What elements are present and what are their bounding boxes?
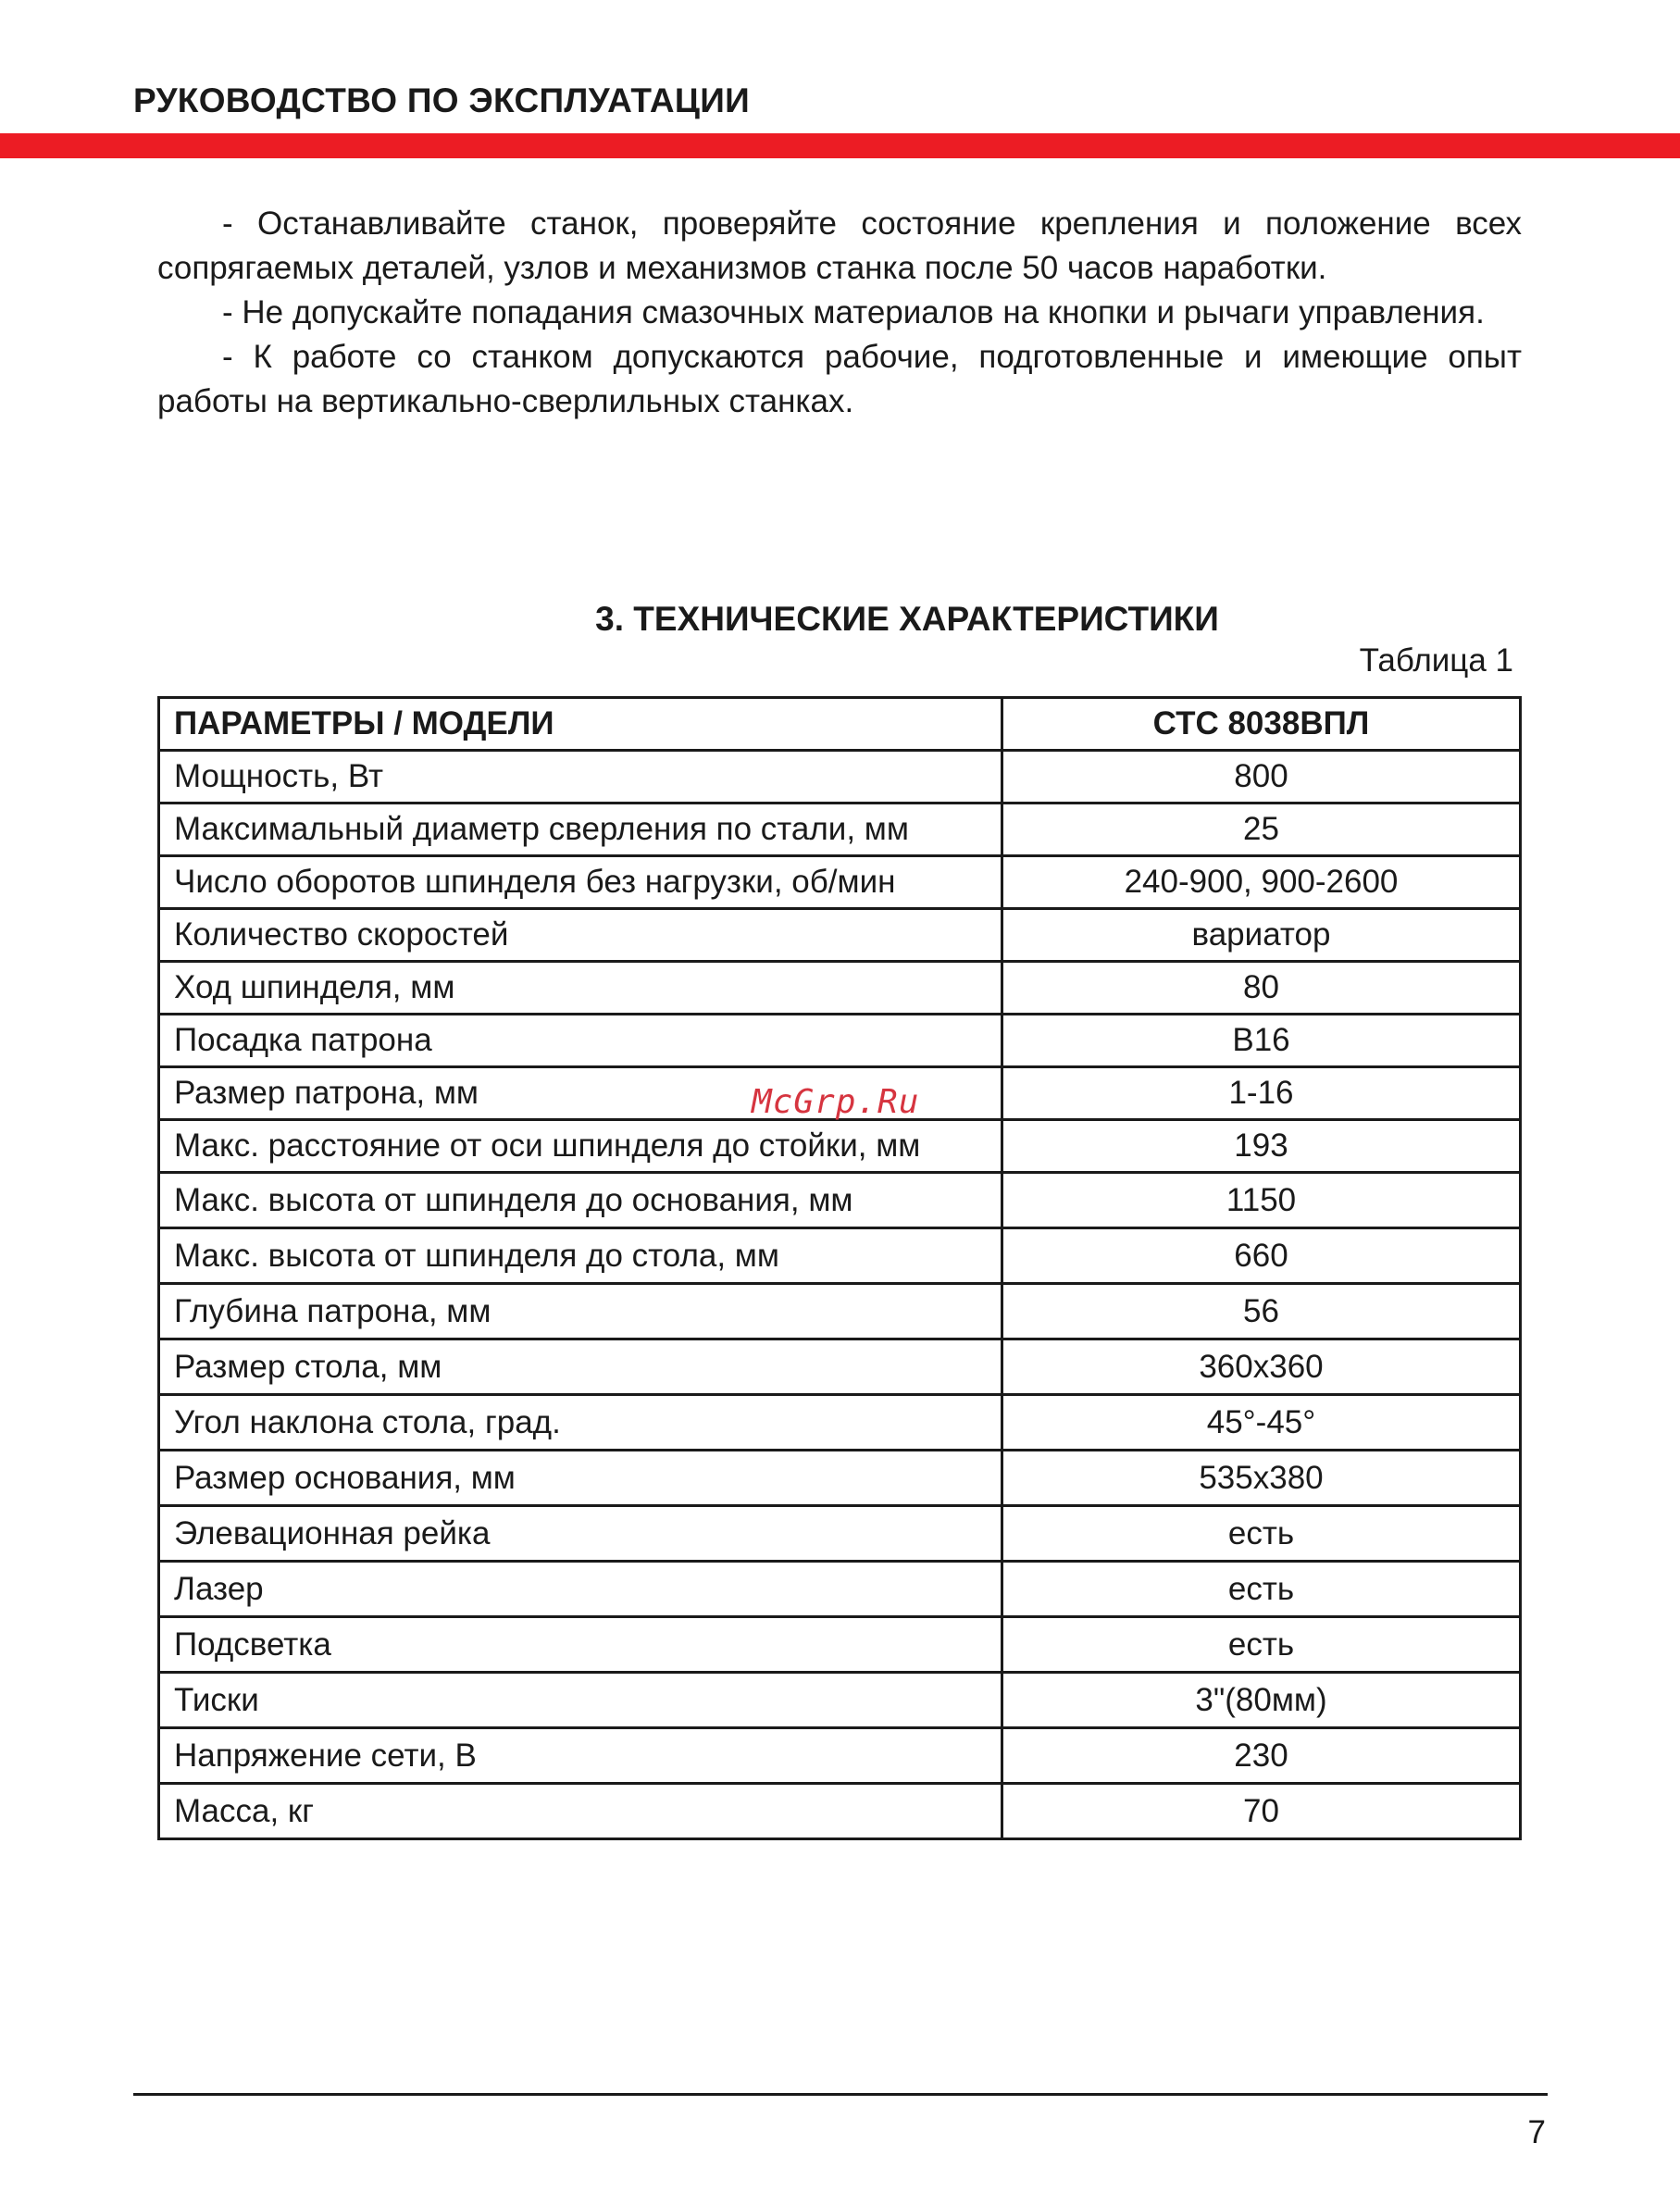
param-cell: Угол наклона стола, град. bbox=[159, 1395, 1002, 1451]
value-cell: вариатор bbox=[1002, 909, 1521, 962]
table-row bbox=[159, 1120, 1521, 1173]
param-cell: Напряжение сети, В bbox=[159, 1728, 1002, 1784]
value-cell: есть bbox=[1002, 1506, 1521, 1562]
param-cell: Глубина патрона, мм bbox=[159, 1284, 1002, 1339]
param-cell: Тиски bbox=[159, 1673, 1002, 1728]
table-row bbox=[159, 1506, 1521, 1562]
table-row bbox=[159, 1673, 1521, 1728]
param-cell: Элевационная рейка bbox=[159, 1506, 1002, 1562]
value-cell: 535x380 bbox=[1002, 1451, 1521, 1506]
param-cell: Размер стола, мм bbox=[159, 1339, 1002, 1395]
footer-divider bbox=[133, 2093, 1548, 2096]
param-cell: Размер патрона, мм bbox=[159, 1067, 1002, 1120]
table-row bbox=[159, 1451, 1521, 1506]
instruction-paragraph: - Не допускайте попадания смазочных материалов на кнопки и рычаги управления. bbox=[222, 294, 1485, 330]
header-model-cell: СТС 8038ВПЛ bbox=[1002, 698, 1521, 751]
value-cell: 45°-45° bbox=[1002, 1395, 1521, 1451]
param-cell: Лазер bbox=[159, 1562, 1002, 1617]
param-cell: Максимальный диаметр сверления по стали, мм bbox=[159, 804, 1002, 856]
instruction-paragraph: - К работе со станком допускаются рабочие, подготовленные и имеющие опыт работы на вертикально-сверлильных станках. bbox=[157, 339, 1522, 419]
site-watermark: McGrp.Ru bbox=[752, 1083, 920, 1121]
value-cell: 56 bbox=[1002, 1284, 1521, 1339]
header-param-cell: ПАРАМЕТРЫ / МОДЕЛИ bbox=[159, 698, 1002, 751]
value-cell: есть bbox=[1002, 1562, 1521, 1617]
table-row bbox=[159, 1395, 1521, 1451]
param-cell: Масса, кг bbox=[159, 1784, 1002, 1839]
table-row bbox=[159, 1228, 1521, 1284]
value-cell: 1-16 bbox=[1002, 1067, 1521, 1120]
table-row bbox=[159, 962, 1521, 1015]
param-cell: Размер основания, мм bbox=[159, 1451, 1002, 1506]
value-cell: 193 bbox=[1002, 1120, 1521, 1173]
param-cell: Ход шпинделя, мм bbox=[159, 962, 1002, 1015]
section-title: 3. ТЕХНИЧЕСКИЕ ХАРАКТЕРИСТИКИ bbox=[595, 600, 1219, 638]
table-caption: Таблица 1 bbox=[1359, 642, 1513, 679]
page-number: 7 bbox=[1527, 2114, 1546, 2150]
table-row bbox=[159, 1015, 1521, 1067]
table-row bbox=[159, 1784, 1521, 1839]
param-cell: Макс. высота от шпинделя до основания, мм bbox=[159, 1173, 1002, 1228]
table-row bbox=[159, 1284, 1521, 1339]
value-cell: 660 bbox=[1002, 1228, 1521, 1284]
table-row bbox=[159, 856, 1521, 909]
page-header-title: РУКОВОДСТВО ПО ЭКСПЛУАТАЦИИ bbox=[133, 81, 751, 119]
value-cell: 240-900, 900-2600 bbox=[1002, 856, 1521, 909]
value-cell: 3"(80мм) bbox=[1002, 1673, 1521, 1728]
value-cell: есть bbox=[1002, 1617, 1521, 1673]
specifications-table bbox=[157, 696, 1522, 1840]
param-cell: Макс. высота от шпинделя до стола, мм bbox=[159, 1228, 1002, 1284]
table-row bbox=[159, 1562, 1521, 1617]
table-header-row bbox=[159, 698, 1521, 751]
param-cell: Макс. расстояние от оси шпинделя до стойки, мм bbox=[159, 1120, 1002, 1173]
param-cell: Мощность, Вт bbox=[159, 751, 1002, 804]
table-row bbox=[159, 1173, 1521, 1228]
instructions-text bbox=[157, 202, 1522, 424]
table-row bbox=[159, 804, 1521, 856]
instruction-paragraph: - Останавливайте станок, проверяйте состояние крепления и положение всех сопрягаемых деталей, узлов и механизмов станка после 50 часов наработки. bbox=[157, 206, 1522, 286]
value-cell: 80 bbox=[1002, 962, 1521, 1015]
table-row bbox=[159, 1339, 1521, 1395]
header-red-band bbox=[0, 133, 1680, 158]
param-cell: Число оборотов шпинделя без нагрузки, об/мин bbox=[159, 856, 1002, 909]
param-cell: Посадка патрона bbox=[159, 1015, 1002, 1067]
value-cell: B16 bbox=[1002, 1015, 1521, 1067]
value-cell: 1150 bbox=[1002, 1173, 1521, 1228]
param-cell: Количество скоростей bbox=[159, 909, 1002, 962]
table-row bbox=[159, 751, 1521, 804]
table-row bbox=[159, 909, 1521, 962]
table-row bbox=[159, 1728, 1521, 1784]
value-cell: 800 bbox=[1002, 751, 1521, 804]
value-cell: 230 bbox=[1002, 1728, 1521, 1784]
value-cell: 360x360 bbox=[1002, 1339, 1521, 1395]
value-cell: 25 bbox=[1002, 804, 1521, 856]
table-row bbox=[159, 1617, 1521, 1673]
param-cell: Подсветка bbox=[159, 1617, 1002, 1673]
value-cell: 70 bbox=[1002, 1784, 1521, 1839]
